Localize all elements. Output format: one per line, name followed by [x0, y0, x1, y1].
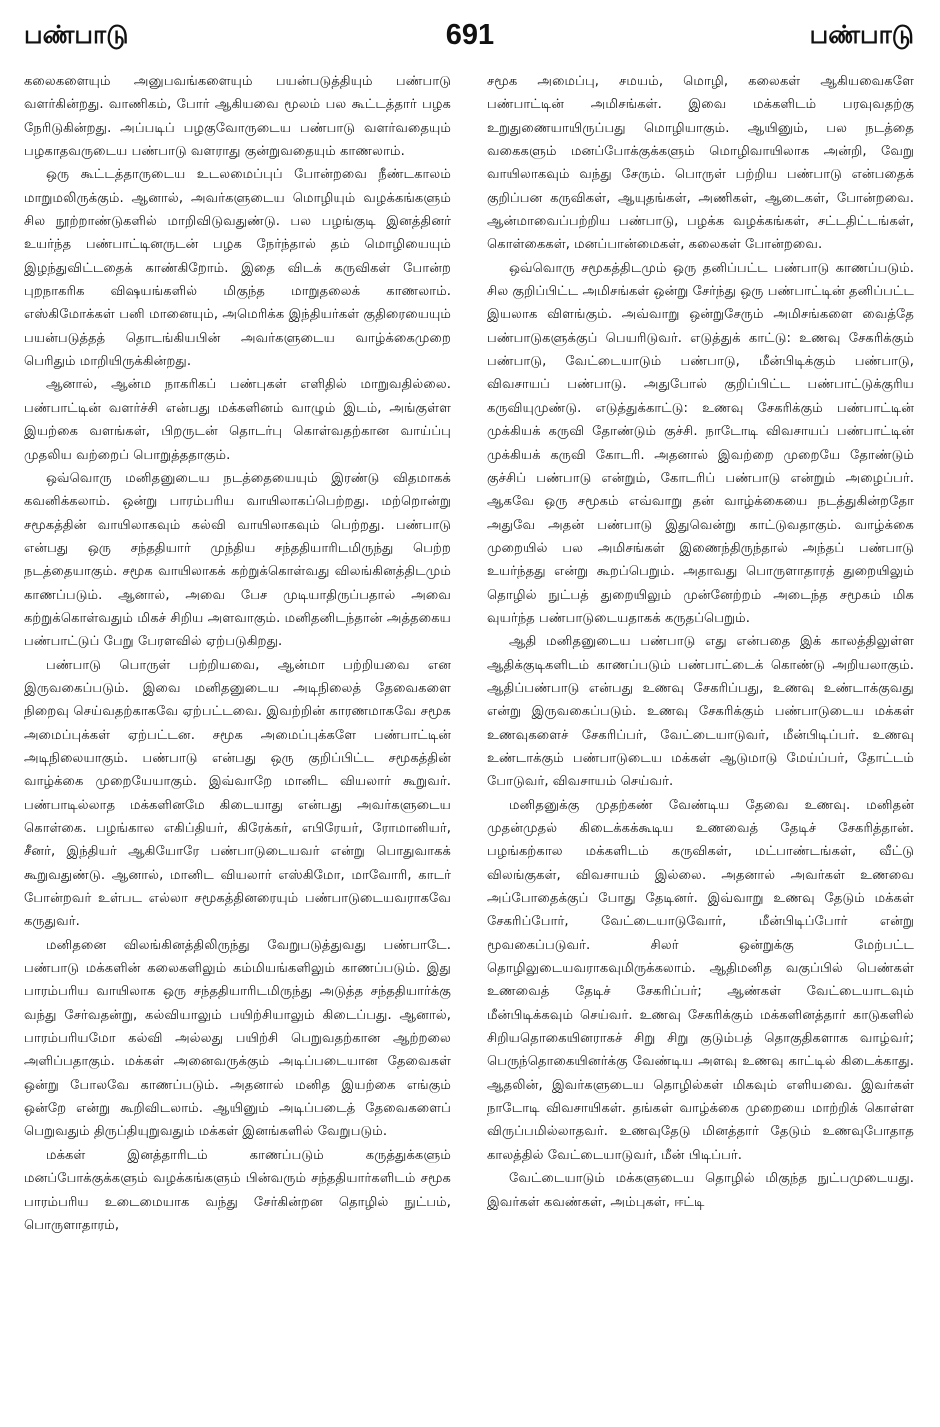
running-head-right: பண்பாடு [809, 20, 914, 49]
paragraph: பண்பாடு பொருள் பற்றியவை, ஆன்மா பற்றியவை என இருவகைப்படும். இவை மனிதனுடைய அடிநிலைத் தேவைகளை நிறைவு செய்வதற்காகவே ஏற்பட்டவை. இவற்றின் காரணமாகவே சமூக அமைப்புக்கள் ஏற்பட்டன. சமூக அமைப்புக்களே பண்பாட்டின் அடிநிலையாகும். பண்பாடு என்பது ஒரு குறிப்பிட்ட சமூகத்தின் வாழ்க்கை முறையேயாகும். இவ்வாறே மானிட வியலார் கூறுவர். பண்பாடில்லாத மக்களினமே கிடையாது என்பது அவர்களுடைய கொள்கை. பழங்கால எகிப்தியர், கிரேக்கர், எபிரேயர், ரோமானியர், சீனர், இந்தியர் ஆகியோரே பண்பாடுடையவர் என்று பொதுவாகக் கூறுவதுண்டு. ஆனால், மானிட வியலார் எஸ்கிமோ, மாவோரி, காடர் போன்றவர் உள்பட எல்லா சமூகத்தினரையும் பண்பாடுடையவராகவே கருதுவர். [24, 657, 451, 930]
paragraph: ஒவ்வொரு மனிதனுடைய நடத்தையையும் இரண்டு விதமாகக் கவனிக்கலாம். ஒன்று பாரம்பரிய வாயிலாகப்பெற்றது. மற்றொன்று சமூகத்தின் வாயிலாகவும் கல்வி வாயிலாகவும் பெற்றது. பண்பாடு என்பது ஒரு சந்ததியார் முந்திய சந்ததியாரிடமிருந்து பெற்ற நடத்தையாகும். சமூக வாயிலாகக் கற்றுக்கொள்வது விலங்கினத்திடமும் காணப்படும். ஆனால், அவை பேச முடியாதிருப்பதால் அவை கற்றுக்கொள்வதும் மிகச் சிறிய அளவாகும். மனிதனிடந்தான் அத்தகைய பண்பாட்டுப் பேறு பேரளவில் ஏற்படுகிறது. [24, 470, 451, 650]
paragraph: மக்கள் இனத்தாரிடம் காணப்படும் கருத்துக்களும் மனப்போக்குக்களும் வழக்கங்களும் பின்வரும் சந்ததியார்களிடம் சமூக பாரம்பரிய உடைமையாக வந்து சேர்கின்றன தொழில் நுட்பம், பொருளாதாரம், [24, 1147, 451, 1233]
paragraph: ஆதி மனிதனுடைய பண்பாடு எது என்பதை இக் காலத்திலுள்ள ஆதிக்குடிகளிடம் காணப்படும் பண்பாட்டைக் கொண்டு அறியலாகும். ஆதிப்பண்பாடு என்பது உணவு சேகரிப்பது, உணவு உண்டாக்குவது என்று இருவகைப்படும். உணவு சேகரிக்கும் பண்பாடுடைய மக்கள் உணவுகளைச் சேகரிப்பர், வேட்டையாடுவர், மீன்பிடிப்பர். உணவு உண்டாக்கும் பண்பாடுடைய மக்கள் ஆடுமாடு மேய்ப்பர், தோட்டம் போடுவர், விவசாயம் செய்வர். [487, 634, 914, 790]
page-number: 691 [445, 19, 495, 51]
paragraph: மனிதனுக்கு முதற்கண் வேண்டிய தேவை உணவு. மனிதன் முதன்முதல் கிடைக்கக்கூடிய உணவைத் தேடிச் சேகரித்தான். பழங்கற்கால மக்களிடம் கருவிகள், மட்பாண்டங்கள், வீட்டு விலங்குகள், விவசாயம் இல்லை. அதனால் அவர்கள் உணவை அப்போதைக்குப் போது தேடினர். இவ்வாறு உணவு தேடும் மக்கள் சேகரிப்போர், வேட்டையாடுவோர், மீன்பிடிப்போர் என்று மூவகைப்படுவர். சிலர் ஒன்றுக்கு மேற்பட்ட தொழிலுடையவராகவுமிருக்கலாம். ஆதிமனித வகுப்பில் பெண்கள் உணவைத் தேடிச் சேகரிப்பர்; ஆண்கள் வேட்டையாடவும் மீன்பிடிக்கவும் செய்வர். உணவு சேகரிக்கும் மக்களினத்தார் காடுகளில் சிறியதொகையினராகச் சிறு சிறு குடும்பத் தொகுதிகளாக வாழ்வர்; பெருந்தொகையினர்க்கு வேண்டிய அளவு உணவு காட்டில் கிடைக்காது. ஆதலின், இவர்களுடைய தொழில்கள் மிகவும் எளியவை. இவர்கள் நாடோடி விவசாயிகள். தங்கள் வாழ்க்கை முறையை மாற்றிக் கொள்ள விருப்பமில்லாதவர். உணவுதேடு மினத்தார் தேடும் உணவுபோதாத காலத்தில் வேட்டையாடுவர், மீன் பிடிப்பர். [487, 797, 914, 1163]
paragraph: சமூக அமைப்பு, சமயம், மொழி, கலைகள் ஆகியவைகளே பண்பாட்டின் அமிசங்கள். இவை மக்களிடம் பரவுவதற்கு உறுதுணையாயிருப்பது மொழியாகும். ஆயினும், பல நடத்தை வகைகளும் மனப்போக்குக்களும் மொழிவாயிலாக அன்றி, வேறு வாயிலாகவும் வந்து சேரும். பொருள் பற்றிய பண்பாடு என்பதைக் குறிப்பன கருவிகள், ஆயுதங்கள், அணிகள், ஆடைகள், போன்றவை. ஆன்மாவைப்பற்றிய பண்பாடு, பழக்க வழக்கங்கள், சட்டதிட்டங்கள், கொள்கைகள், மனப்பான்மைகள், கலைகள் போன்றவை. [487, 74, 914, 253]
paragraph: மனிதனை விலங்கினத்திலிருந்து வேறுபடுத்துவது பண்பாடே. பண்பாடு மக்களின் கலைகளிலும் கம்மியங்களிலும் காணப்படும். இது பாரம்பரிய வாயிலாக ஒரு சந்ததியாரிடமிருந்து அடுத்த சந்ததியார்க்கு வந்து சேர்வதன்று, கல்வியாலும் பயிற்சியாலும் கிடைப்பது. ஆனால், பாரம்பரியமோ கல்வி அல்லது பயிற்சி பெறுவதற்கான ஆற்றலை அளிப்பதாகும். மக்கள் அனைவருக்கும் அடிப்படையான தேவைகள் ஒன்று போலவே காணப்படும். அதனால் மனித இயற்கை எங்கும் ஒன்றே என்று கூறிவிடலாம். ஆயினும் அடிப்படைத் தேவைகளைப் பெறுவதும் திருப்தியுறுவதும் மக்கள் இனங்களில் வேறுபடும். [24, 937, 451, 1140]
paragraph: ஒவ்வொரு சமூகத்திடமும் ஒரு தனிப்பட்ட பண்பாடு காணப்படும். சில குறிப்பிட்ட அமிசங்கள் ஒன்று சேர்ந்து ஒரு பண்பாட்டின் தனிப்பட்ட இயலாக விளங்கும். அவ்வாறு ஒன்றுசேரும் அமிசங்களை வைத்தே பண்பாடுகளுக்குப் பெயரிடுவர். எடுத்துக் காட்டு: உணவு சேகரிக்கும் பண்பாடு, வேட்டையாடும் பண்பாடு, மீன்பிடிக்கும் பண்பாடு, விவசாயப் பண்பாடு. அதுபோல் குறிப்பிட்ட பண்பாட்டுக்குரிய கருவியுமுண்டு. எடுத்துக்காட்டு: உணவு சேகரிக்கும் பண்பாட்டின் முக்கியக் கருவி தோண்டும் குச்சி. நாடோடி விவசாயப் பண்பாட்டின் முக்கியக் கருவி கோடரி. அதனால் இவற்றை முறையே தோண்டும் குச்சிப் பண்பாடு என்றும், கோடரிப் பண்பாடு என்றும் அழைப்பர். ஆகவே ஒரு சமூகம் எவ்வாறு தன் வாழ்க்கையை நடத்துகின்றதோ அதுவே அதன் பண்பாடு இதுவென்று காட்டுவதாகும். வாழ்க்கை முறையில் பல அமிசங்கள் இணைந்திருந்தால் அந்தப் பண்பாடு உயர்ந்தது என்று கூறப்பெறும். அதாவது பொருளாதாரத் துறையிலும் தொழில் நுட்பத் துறையிலும் முன்னேற்றம் அடைந்த சமூகம் மிக வுயர்ந்த பண்பாடுடையதாகக் கருதப்பெறும். [487, 260, 914, 626]
paragraph: ஆனால், ஆன்ம நாகரிகப் பண்புகள் எளிதில் மாறுவதில்லை. பண்பாட்டின் வளர்ச்சி என்பது மக்களினம் வாழும் இடம், அங்குள்ள இயற்கை வளங்கள், பிறருடன் தொடர்பு கொள்வதற்கான வாய்ப்பு முதலிய வற்றைப் பொறுத்ததாகும். [24, 377, 451, 463]
paragraph: கலைகளையும் அனுபவங்களையும் பயன்படுத்தியும் பண்பாடு வளர்கின்றது. வாணிகம், போர் ஆகியவை மூலம் பல கூட்டத்தார் பழக நேரிடுகின்றது. அப்படிப் பழகுவோருடைய பண்பாடு வளர்வதையும் பழகாதவருடைய பண்பாடு வளராது குன்றுவதையும் காணலாம். [24, 74, 451, 160]
left-column [24, 70, 451, 1237]
paragraph: வேட்டையாடும் மக்களுடைய தொழில் மிகுந்த நுட்பமுடையது. இவர்கள் கவண்கள், அம்புகள், ஈட்டி [487, 1171, 914, 1210]
right-column [487, 70, 914, 1214]
running-head-left: பண்பாடு [24, 20, 129, 49]
paragraph: ஒரு கூட்டத்தாருடைய உடலமைப்புப் போன்றவை நீண்டகாலம் மாறுமலிருக்கும். ஆனால், அவர்களுடைய மொழியும் வழக்கங்களும் சில நூற்றாண்டுகளில் மாறிவிடுவதுண்டு. பல பழங்குடி இனத்தினர் உயர்ந்த பண்பாட்டினருடன் பழக நேர்ந்தால் தம் மொழியையும் இழந்துவிட்டதைக் காண்கிறோம். இதை விடக் கருவிகள் போன்ற புறநாகரிக விஷயங்களில் மிகுந்த மாறுதலைக் காணலாம். எஸ்கிமோக்கள் பனி மானையும், அமெரிக்க இந்தியர்கள் குதிரையையும் பயன்படுத்தத் தொடங்கியபின் அவர்களுடைய வாழ்க்கைமுறை பெரிதும் மாறியிருக்கின்றது. [24, 167, 451, 370]
